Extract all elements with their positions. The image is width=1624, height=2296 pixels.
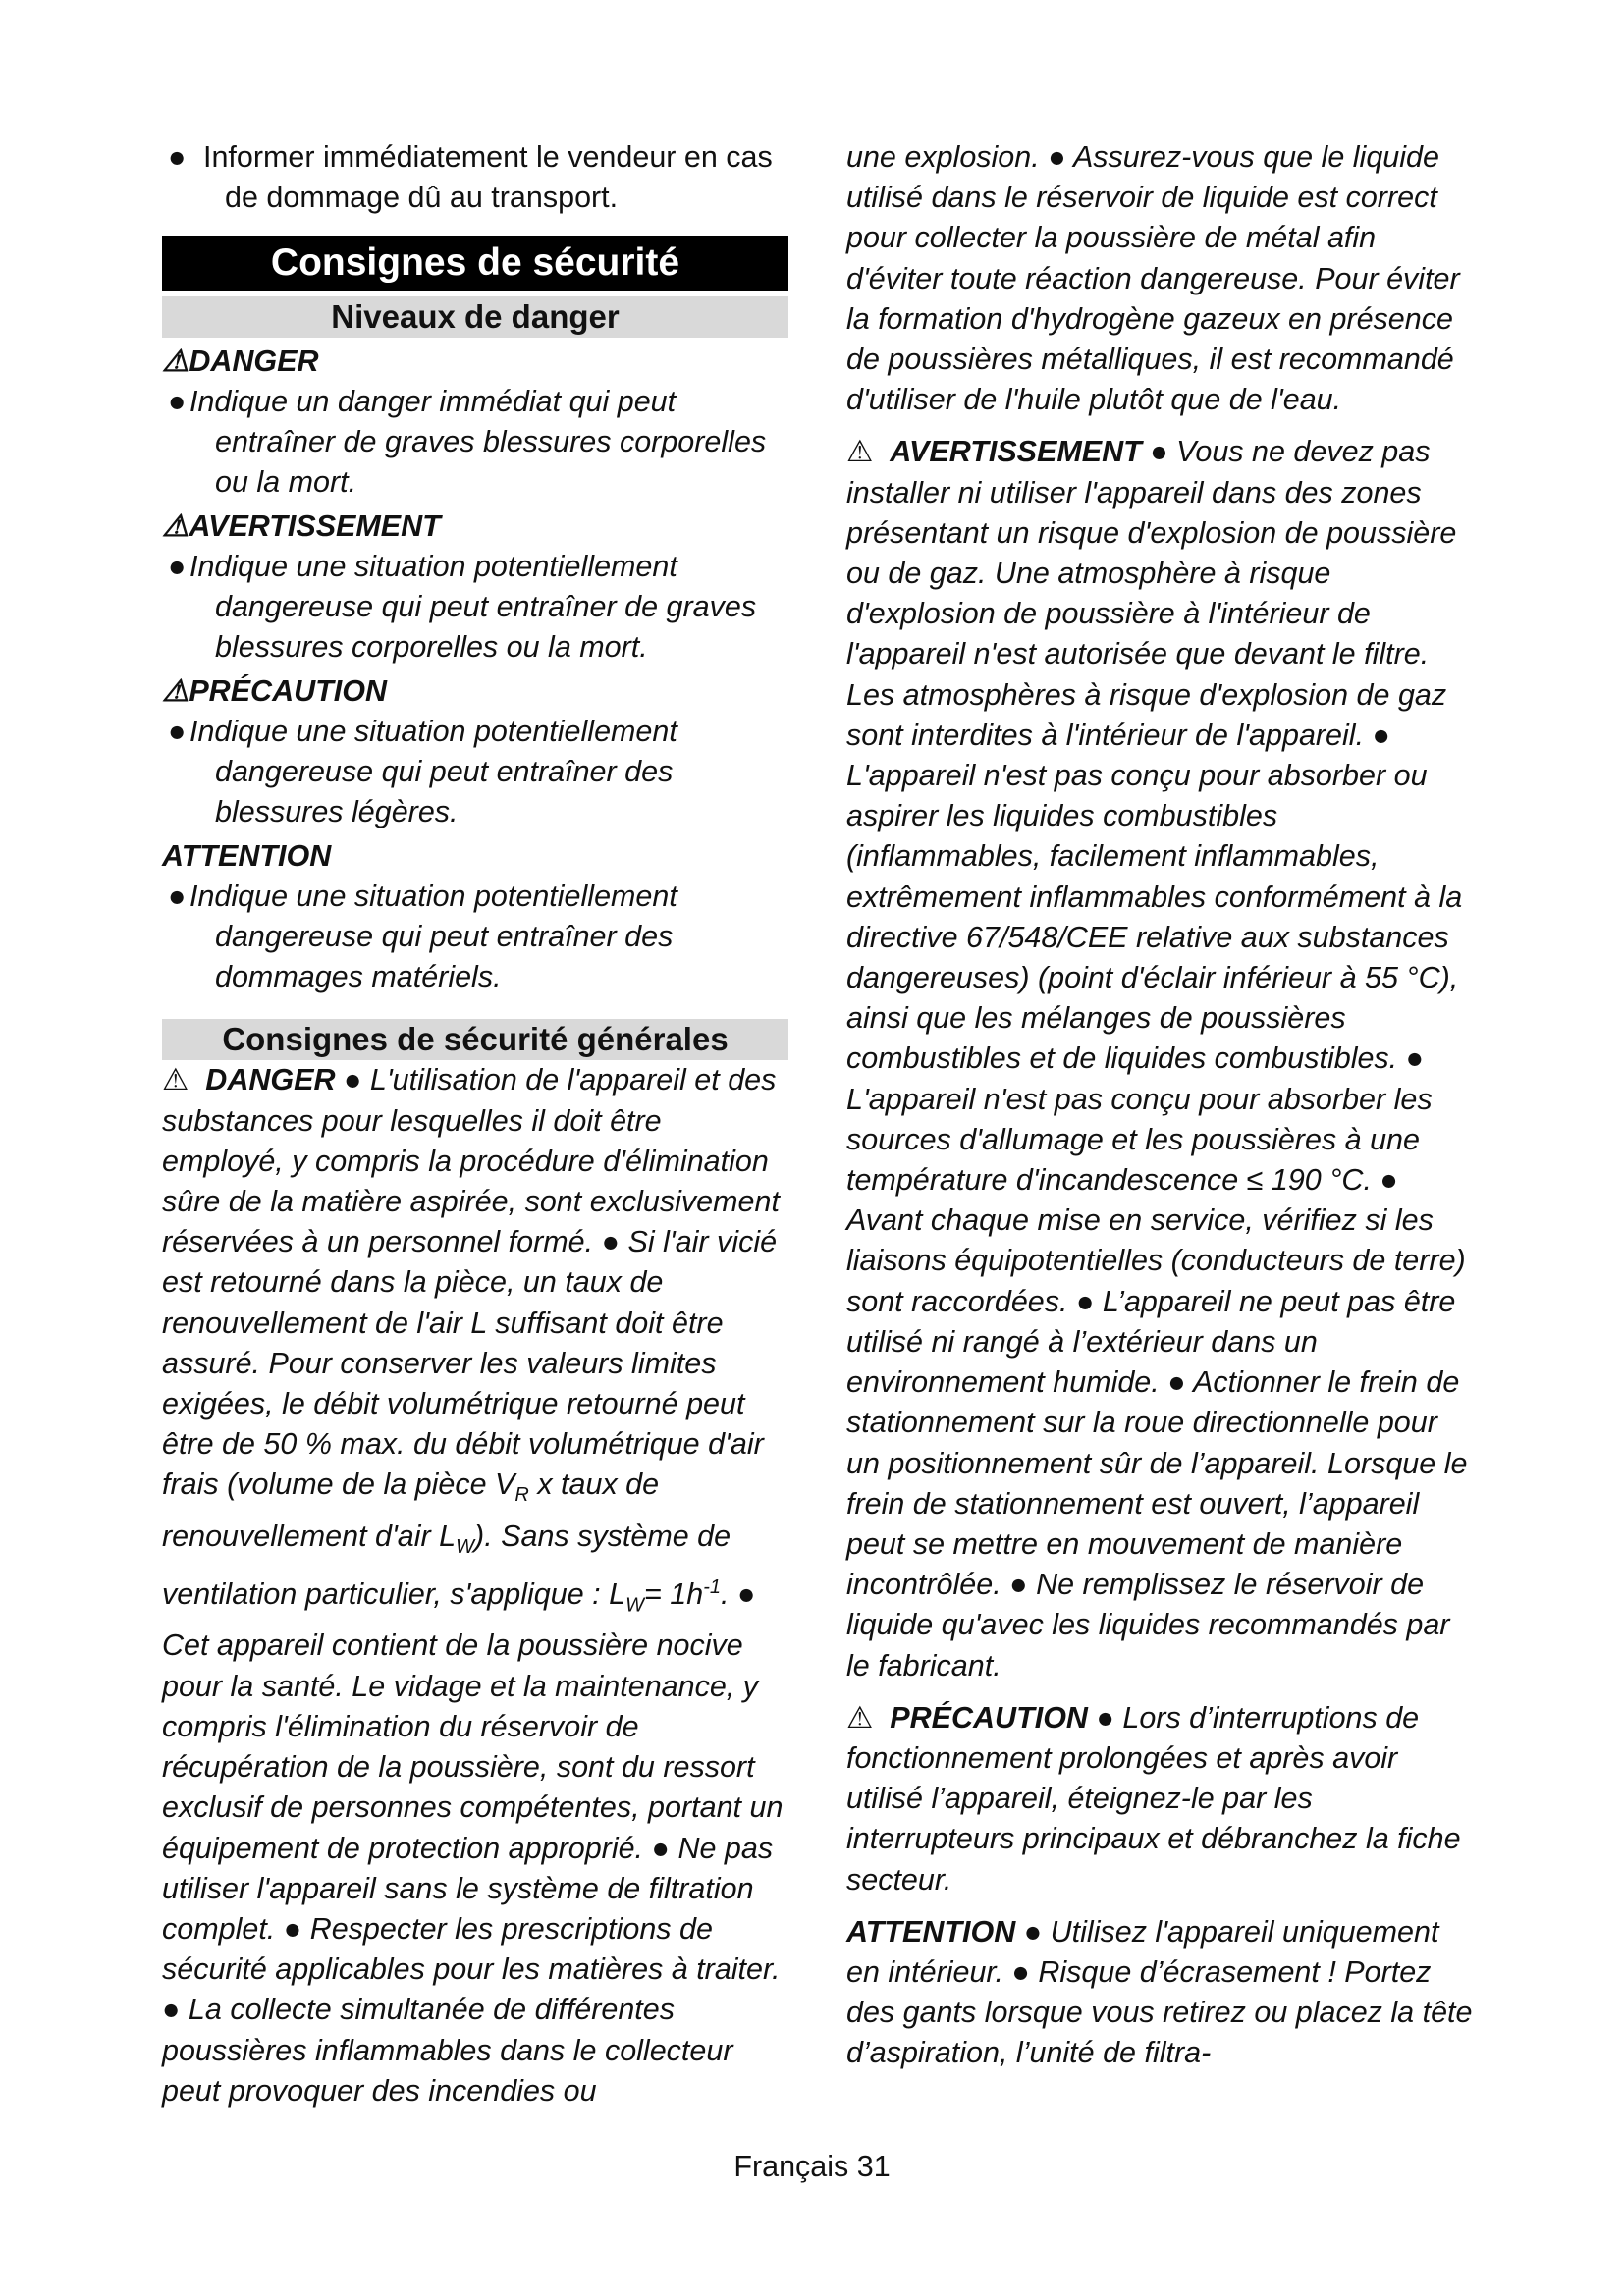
bullet-icon: ● [168, 880, 187, 914]
level-precaution-text: ● Indique une situation potentiellement dangereuse qui peut entraîner des blessures légères. [162, 712, 788, 832]
left-column [162, 137, 788, 2111]
general-title: Consignes de sécurité générales [162, 1019, 788, 1060]
level-attention-text: ● Indique une situation potentiellement dangereuse qui peut entraîner des dommages matériels. [162, 877, 788, 997]
level-danger-text: ● Indique un danger immédiat qui peut entraîner de graves blessures corporelles ou la mort. [162, 382, 788, 503]
warning-triangle-icon: ⚠ [162, 1063, 189, 1097]
levels-title: Niveaux de danger [162, 296, 788, 338]
avertissement-paragraph: ⚠ AVERTISSEMENT ● Vous ne devez pas installer ni utiliser l'appareil dans des zones présentant un risque d'explosion de poussière ou de gaz. Une atmosphère à risque d'explosion de poussière à l'intérieur de l'appareil n'est autorisée que devant le filtre. Les atmosphères à risque d'explosion de gaz sont interdites à l'intérieur de l'appareil. ● L'appareil n'est pas conçu pour absorber ou aspirer les liquides combustibles (inflammables, facilement inflammables, extrêmement inflammables conformément à la directive 67/548/CEE relative aux substances dangereuses) (point d'éclair inférieur à 55 °C), ainsi que les mélanges de poussières combustibles et de liquides combustibles. ● L'appareil n'est pas conçu pour absorber les sources d'allumage et les poussières à une température d'incandescence ≤ 190 °C. ● Avant chaque mise en service, vérifiez si les liaisons équipotentielles (conducteurs de terre) sont raccordées. ● L’appareil ne peut pas être utilisé ni rangé à l’extérieur dans un environnement humide. ● Actionner le frein de stationnement sur la roue directionnelle pour un positionnement sûr de l’appareil. Lorsque le frein de stationnement est ouvert, l’appareil peut se mettre en mouvement de manière incontrôlée. ● Ne remplissez le réservoir de liquide qu'avec les liquides recommandés par le fabricant. [846, 435, 1468, 1682]
bullet-icon: ● [168, 715, 187, 749]
precaution-paragraph: ⚠ PRÉCAUTION ● Lors d’interruptions de fonctionnement prolongées et après avoir utilisé l’appareil, éteignez-le par les interrupteurs principaux et débranchez la fiche secteur. [846, 1700, 1461, 1896]
bullet-icon: ● [168, 550, 187, 584]
page-footer: Français 31 [733, 2150, 891, 2183]
attention-paragraph: ATTENTION ● Utilisez l'appareil uniquement en intérieur. ● Risque d’écrasement ! Portez des gants lorsque vous retirez ou placez la tête d’aspiration, l’unité de filtra- [846, 1914, 1473, 2070]
general-paragraph: ⚠ DANGER ● L'utilisation de l'appareil et des substances pour lesquelles il doit être employé, y compris la procédure d'élimination sûre de la matière aspirée, sont exclusivement réservées à un personnel formé. ● Si l'air vicié est retourné dans la pièce, un taux de renouvellement de l'air L suffisant doit être assuré. Pour conserver les valeurs limites exigées, le débit volumétrique retourné peut être de 50 % max. du débit volumétrique d'air frais (volume de la pièce $V_R$ x taux de renouvellement d'air $L_W$). Sans système de ventilation particulier, s'applique : $L_W= 1h^{-1}$. ● Cet appareil contient de la poussière nocive pour la santé. Le vidage et la maintenance, y compris l'élimination du réservoir de récupération de la poussière, sont du ressort exclusif de personnes compétentes, portant un équipement de protection approprié. ● Ne pas utiliser l'appareil sans le système de filtration complet. ● Respecter les prescriptions de sécurité applicables pour les matières à traiter. ● La collecte simultanée de différentes poussières inflammables dans le collecteur peut provoquer des incendies ou [162, 1063, 784, 2108]
warning-triangle-icon: ⚠ [846, 1700, 874, 1735]
warning-triangle-icon: ⚠ [162, 509, 189, 544]
level-attention-head: ATTENTION [162, 839, 332, 874]
bullet-icon: ● [168, 140, 187, 174]
warning-triangle-icon: ⚠ [162, 674, 189, 709]
level-avertissement-head: ⚠AVERTISSEMENT [162, 509, 441, 544]
right-column [846, 137, 1473, 2074]
continued-paragraph: une explosion. ● Assurez-vous que le liquide utilisé dans le réservoir de liquide est correct pour collecter la poussière de métal afin d'éviter toute réaction dangereuse. Pour éviter la formation d'hydrogène gazeux en présence de poussières métalliques, il est recommandé d'utiliser de l'huile plutôt que de l'eau. [846, 140, 1460, 417]
level-avertissement-text: ● Indique une situation potentiellement dangereuse qui peut entraîner de graves blessures corporelles ou la mort. [162, 547, 788, 667]
bullet-icon: ● [168, 385, 187, 419]
section-title: Consignes de sécurité [162, 236, 788, 291]
intro-bullet: ● Informer immédiatement le vendeur en cas de dommage dû au transport. [162, 137, 788, 218]
level-precaution-head: ⚠PRÉCAUTION [162, 674, 387, 709]
level-danger-head: ⚠DANGER [162, 345, 319, 379]
warning-triangle-icon: ⚠ [162, 345, 189, 379]
warning-triangle-icon: ⚠ [846, 435, 874, 469]
